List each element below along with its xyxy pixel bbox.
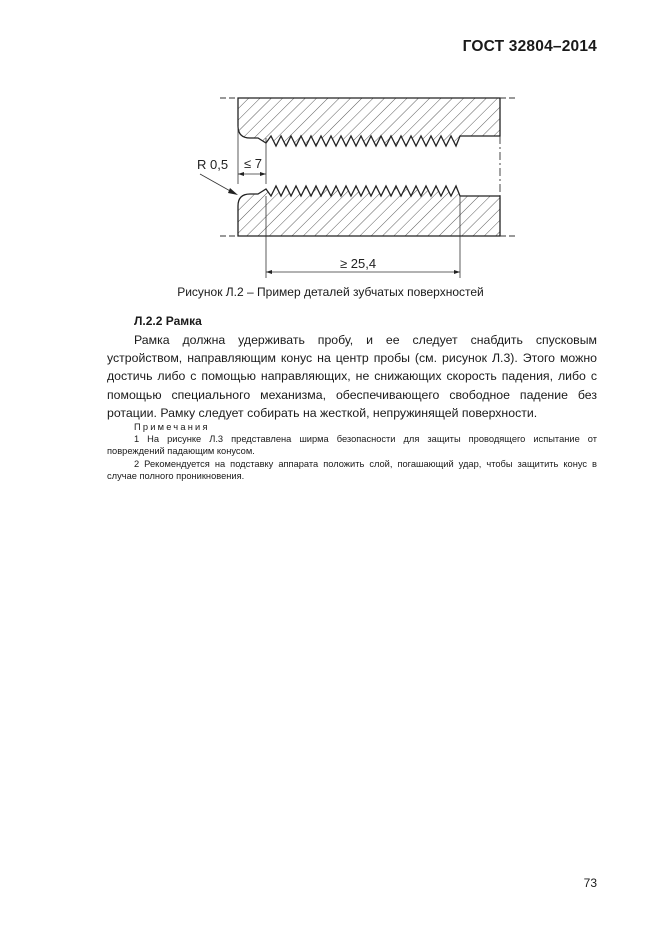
note-item: 2 Рекомендуется на подставку аппарата положить слой, погашающий удар, чтобы защитить конус в случае полного проникновения. bbox=[107, 458, 597, 481]
section-heading: Л.2.2 Рамка bbox=[134, 314, 202, 328]
note-item: 1 На рисунке Л.3 представлена ширма безопасности для защиты проводящего испытание от повреждений падающим конусом. bbox=[107, 434, 597, 457]
figure-drawing bbox=[168, 88, 528, 288]
upper-part-section bbox=[238, 98, 500, 146]
notes-block bbox=[107, 421, 597, 482]
lower-part-section bbox=[238, 186, 500, 236]
radius-label: R 0,5 bbox=[197, 157, 229, 172]
document-header: ГОСТ 32804–2014 bbox=[462, 38, 597, 55]
body-paragraph: Рамка должна удерживать пробу, и ее следует снабдить спусковым устройством, направляющим конус на центр пробы (см. рисунок Л.3). Этого можно достичь либо с помощью направляющих, не снижающих скорость падения, либо с помощью специального механизма, обеспечивающего свободное падение без ротации. Рамку следует собирать на жесткой, непружинящей поверхности. bbox=[107, 333, 597, 420]
min-length-label: ≥ 25,4 bbox=[340, 256, 377, 271]
page-number: 73 bbox=[583, 876, 597, 890]
toothed-surface-figure bbox=[168, 88, 528, 288]
notes-heading: Примечания bbox=[134, 422, 210, 432]
max-width-label: ≤ 7 bbox=[244, 156, 262, 171]
figure-caption: Рисунок Л.2 – Пример деталей зубчатых поверхностей bbox=[177, 285, 484, 299]
